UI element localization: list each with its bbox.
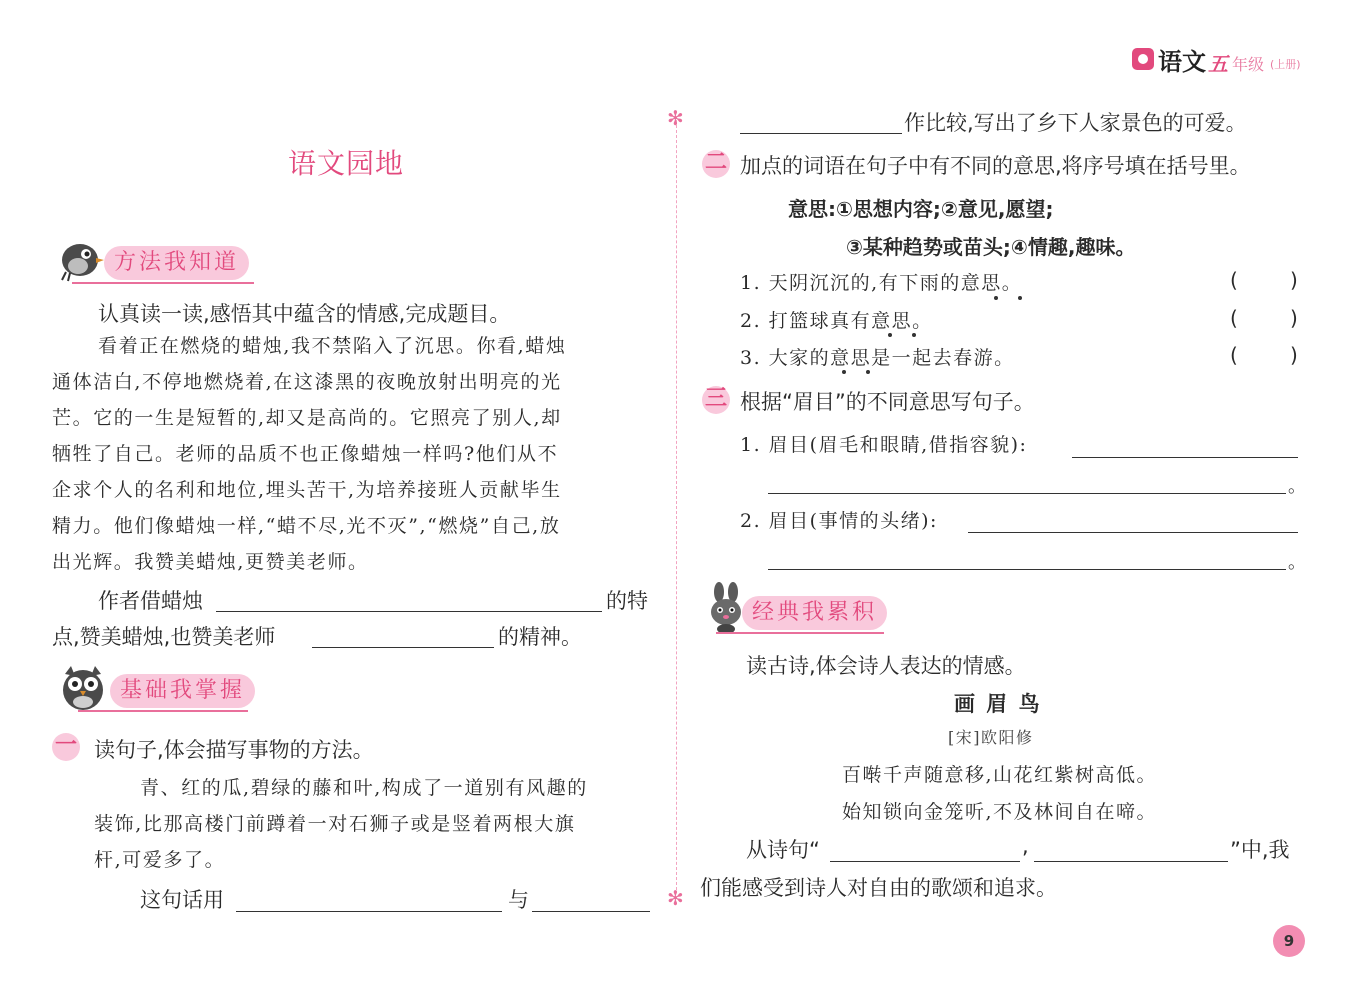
rabbit-icon: [705, 582, 747, 634]
asterisk-icon: ✻: [667, 886, 684, 910]
answer-blank[interactable]: [1034, 860, 1228, 862]
badge-underline: [78, 710, 248, 712]
header-grade: 五: [1208, 52, 1228, 76]
answer-slot[interactable]: [1244, 330, 1284, 331]
header-logo-icon: [1132, 48, 1154, 70]
page-number: 9: [1273, 925, 1305, 957]
paren-left: (: [1230, 268, 1238, 292]
question-prompt: 读句子,体会描写事物的方法。: [94, 738, 374, 762]
meaning-list: 意思:①思想内容;②意见,愿望;: [788, 197, 1054, 221]
question-prompt: 根据“眉目”的不同意思写句子。: [740, 390, 1035, 414]
sentence-line: 青、红的瓜,碧绿的藤和叶,构成了一道别有风趣的: [140, 777, 588, 799]
emphasis-dot: [888, 333, 892, 337]
poem-author: [宋]欧阳修: [948, 728, 1034, 747]
instruction-text: 读古诗,体会诗人表达的情感。: [746, 654, 1026, 678]
poem-title: 画 眉 鸟: [954, 692, 1042, 716]
question-number: 一: [52, 733, 80, 761]
section-badge-basics: 基础我掌握: [110, 674, 255, 708]
sentence-item: 2. 眉目(事情的头绪):: [740, 510, 938, 532]
owl-icon: [58, 664, 108, 712]
emphasis-dot: [994, 296, 998, 300]
question-text: 从诗句“: [746, 838, 820, 862]
answer-blank[interactable]: [968, 531, 1298, 533]
header-subject: 语文: [1158, 48, 1206, 76]
answer-slot[interactable]: [1244, 292, 1284, 293]
answer-blank[interactable]: [1072, 456, 1298, 458]
question-text: 与: [508, 888, 529, 912]
poem-line: 百啭千声随意移,山花红紫树高低。: [842, 764, 1158, 786]
emphasis-dot: [866, 370, 870, 374]
passage-line: 精力。他们像蜡烛一样,“蜡不尽,光不灭”,“燃烧”自己,放: [52, 515, 561, 537]
answer-blank[interactable]: [740, 132, 902, 134]
section-badge-method: 方法我知道: [104, 246, 249, 280]
poem-line: 始知锁向金笼听,不及林间自在啼。: [842, 801, 1158, 823]
sentence-line: 装饰,比那高楼门前蹲着一对石狮子或是竖着两根大旗: [94, 813, 576, 835]
answer-slot[interactable]: [1244, 367, 1284, 368]
header-volume: (上册): [1270, 58, 1301, 71]
instruction-text: 认真读一读,感悟其中蕴含的情感,完成题目。: [98, 302, 511, 326]
header-level: 年级: [1232, 55, 1265, 74]
paren-right: ): [1290, 268, 1298, 292]
meaning-list: ③某种趋势或苗头;④情趣,趣味。: [846, 235, 1136, 259]
choice-item: 3. 大家的意思是一起去春游。: [740, 347, 1015, 369]
continuation-text: 作比较,写出了乡下人家景色的可爱。: [904, 111, 1247, 135]
passage-line: 通体洁白,不停地燃烧着,在这漆黑的夜晚放射出明亮的光: [52, 371, 562, 393]
section-badge-classics: 经典我累积: [742, 596, 887, 630]
line-period: 。: [1288, 552, 1306, 573]
page-title: 语文园地: [288, 147, 405, 180]
question-text: 这句话用: [140, 888, 224, 912]
emphasis-dot: [842, 370, 846, 374]
passage-line: 看着正在燃烧的蜡烛,我不禁陷入了沉思。你看,蜡烛: [98, 335, 567, 357]
badge-underline: [716, 632, 884, 634]
passage-line: 芒。它的一生是短暂的,却又是高尚的。它照亮了别人,却: [52, 407, 562, 429]
question-text: ”中,我: [1230, 838, 1290, 862]
answer-blank[interactable]: [768, 568, 1286, 570]
emphasis-dot: [912, 333, 916, 337]
column-divider: [676, 120, 677, 890]
paren-left: (: [1230, 343, 1238, 367]
paren-right: ): [1290, 343, 1298, 367]
badge-underline: [72, 282, 254, 284]
question-text: 的精神。: [498, 625, 582, 649]
passage-line: 牺牲了自己。老师的品质不也正像蜡烛一样吗?他们从不: [52, 443, 559, 465]
bird-icon: [56, 238, 104, 282]
answer-blank[interactable]: [236, 910, 502, 912]
sentence-item: 1. 眉目(眉毛和眼睛,借指容貌):: [740, 434, 1028, 456]
emphasis-dot: [1018, 296, 1022, 300]
answer-blank[interactable]: [312, 646, 494, 648]
question-text: 们能感受到诗人对自由的歌颂和追求。: [700, 876, 1057, 900]
choice-item: 2. 打篮球真有意思。: [740, 310, 933, 332]
choice-item: 1. 天阴沉沉的,有下雨的意思。: [740, 272, 1023, 294]
question-prompt: 加点的词语在句子中有不同的意思,将序号填在括号里。: [740, 154, 1251, 178]
paren-left: (: [1230, 306, 1238, 330]
sentence-line: 杆,可爱多了。: [94, 849, 226, 871]
line-period: 。: [1288, 476, 1306, 497]
question-text: ,: [1022, 834, 1029, 858]
answer-blank[interactable]: [830, 860, 1020, 862]
question-text: 点,赞美蜡烛,也赞美老师: [52, 625, 276, 649]
asterisk-icon: ✻: [667, 106, 684, 130]
paren-right: ): [1290, 306, 1298, 330]
question-text: 作者借蜡烛: [98, 589, 203, 613]
passage-line: 出光辉。我赞美蜡烛,更赞美老师。: [52, 551, 369, 573]
question-number: 三: [702, 386, 730, 414]
question-text: 的特: [606, 589, 648, 613]
answer-blank[interactable]: [532, 910, 650, 912]
answer-blank[interactable]: [768, 492, 1286, 494]
question-number: 二: [702, 150, 730, 178]
answer-blank[interactable]: [216, 610, 602, 612]
passage-line: 企求个人的名利和地位,埋头苦干,为培养接班人贡献毕生: [52, 479, 562, 501]
